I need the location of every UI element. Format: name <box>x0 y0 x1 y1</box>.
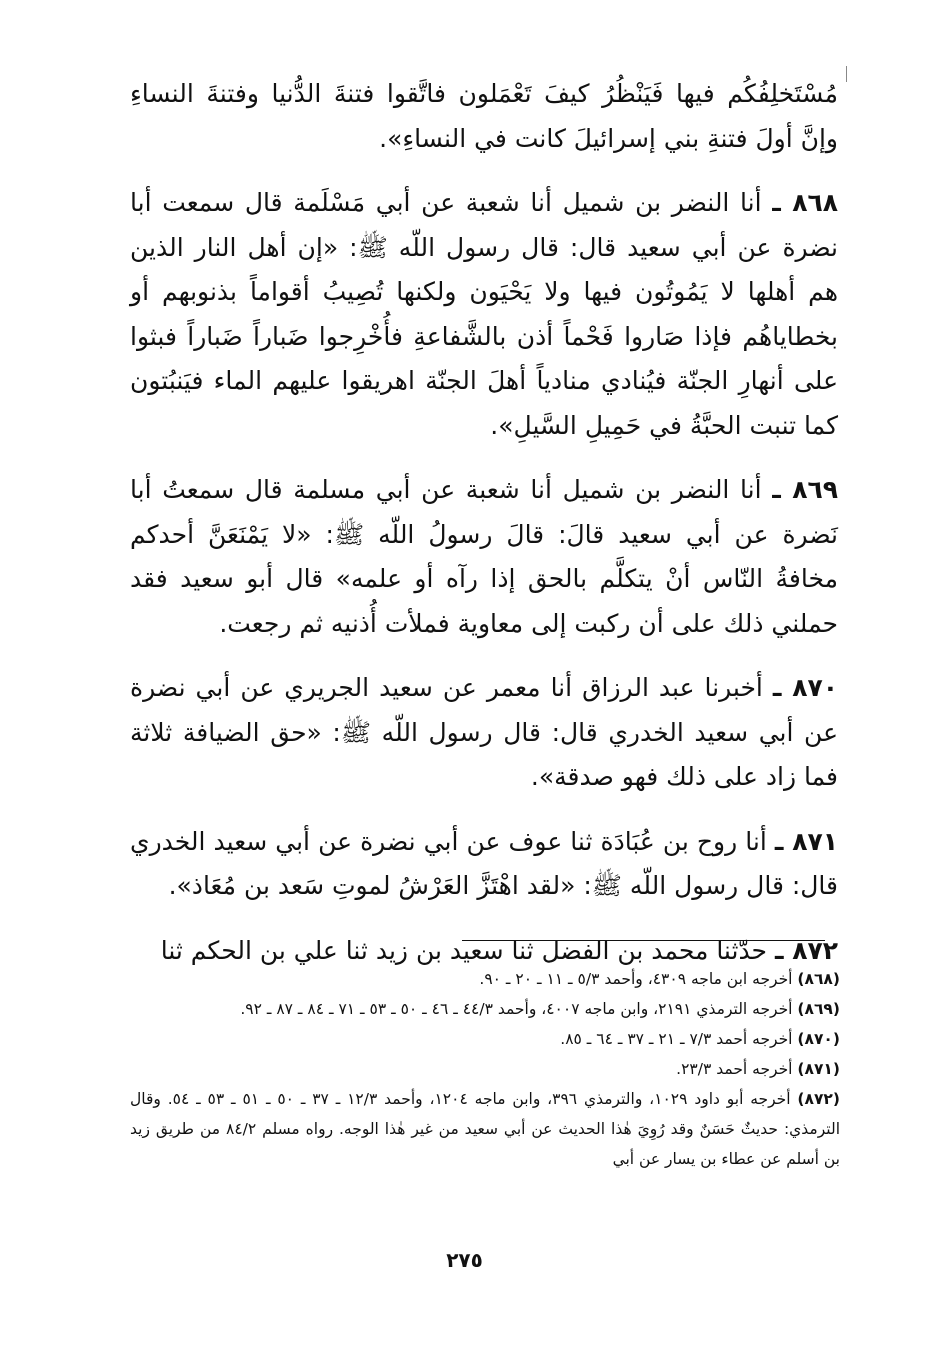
hadith-number: ٨٧١ ـ <box>774 826 839 856</box>
footnote-872 <box>130 1084 840 1174</box>
hadith-text: أنا روح بن عُبَادَة ثنا عوف عن أبي نضرة عن أبي سعيد الخدري قال: قال رسول اللّه ﷺ: «لقد اهْتَزَّ العَرْشُ لموتِ سَعد بن مُعَاذ». <box>130 826 838 900</box>
hadith-868 <box>130 181 838 448</box>
page-number: ٢٧٥ <box>446 1248 483 1272</box>
footnote-text: أخرجه ابن ماجه ٤٣٠٩، وأحمد ٥/٣ ـ ١١ ـ ٢٠ ـ ٩٠. <box>479 970 793 988</box>
margin-mark <box>846 66 847 82</box>
footnote-number: (٨٦٩) <box>797 1000 840 1018</box>
footnote-number: (٨٦٨) <box>797 970 840 988</box>
footnote-number: (٨٧٠) <box>797 1030 840 1048</box>
hadith-text: حدّثنا محمد بن الفضل ثنا سعيد بن زيد ثنا علي بن الحكم ثنا <box>160 935 768 965</box>
footnote-869 <box>130 994 840 1024</box>
footnote-text: أخرجه أبو داود ١٠٢٩، والترمذي ٣٩٦، وابن ماجه ١٢٠٤، وأحمد ١٢/٣ ـ ٣٧ ـ ٥٠ ـ ٥١ ـ ٥٣ ـ ٥٤. وقال الترمذي: حديثٌ حَسَنٌ وقد رُوِيَ هٰذا الحديث عن أبي سعيد من غير هٰذا الوجه. رواه مسلم ٨٤/٢ من طريق زيد بن أسلم عن عطاء بن يسار عن أبي <box>130 1090 840 1168</box>
footnote-870 <box>130 1024 840 1054</box>
paragraph-text: مُسْتَخلِفُكُم فيها فَيَنْظُرُ كيفَ تَعْمَلون فاتَّقوا فتنةَ الدُّنيا وفتنةَ النساءِ وإنَّ أولَ فتنةِ بني إسرائيلَ كانت في النساءِ». <box>130 79 838 153</box>
main-text <box>130 72 838 993</box>
footnote-text: أخرجه أحمد ٢٣/٣. <box>676 1060 793 1078</box>
footnote-text: أخرجه الترمذي ٢١٩١، وابن ماجه ٤٠٠٧، وأحمد ٤٤/٣ ـ ٤٦ ـ ٥٠ ـ ٥٣ ـ ٧١ ـ ٨٤ ـ ٨٧ ـ ٩٢. <box>240 1000 793 1018</box>
hadith-number: ٨٦٨ ـ <box>772 188 839 217</box>
hadith-number: ٨٧٠ ـ <box>772 673 839 702</box>
hadith-text: أنا النضر بن شميل أنا شعبة عن أبي مَسْلَمة قال سمعت أبا نضرة عن أبي سعيد قال: قال رسول اللّه ﷺ: «إن أهل النار الذين هم أهلها لا يَمُوتُون فيها ولا يَحْيَون ولكنها تُصِيبُ أقواماً بذنوبهم أو بخطاياهُم فإذا صَاروا فَحْماً أذن بالشَّفاعةِ فأُخْرِجوا ضَباراً ضَباراً فبثوا على أنهارِ الجنّة فيُنادي منادياً أهلَ الجنّة اهريقوا عليهم الماء فيَنبُتون كما تنبت الحبَّةُ في حَمِيلِ السَّيلِ». <box>130 188 838 440</box>
hadith-871 <box>130 820 838 909</box>
footnote-divider <box>462 940 825 941</box>
footnote-868 <box>130 964 840 994</box>
hadith-number: ٨٦٩ ـ <box>772 475 839 504</box>
footnote-871 <box>130 1054 840 1084</box>
hadith-text: أنا النضر بن شميل أنا شعبة عن أبي مسلمة قال سمعتُ أبا نَضرة عن أبي سعيد قالَ: قالَ رسولُ اللّه ﷺ: «لا يَمْنَعَنَّ أحدكم مخافةُ النّاس أنْ يتكلَّم بالحق إذا رآه أو علمه» قال أبو سعيد فقد حملني ذلك على أن ركبت إلى معاوية فملأت أُذنيه ثم رجعت. <box>130 475 838 638</box>
hadith-text: أخبرنا عبد الرزاق أنا معمر عن سعيد الجريري عن أبي نضرة عن أبي سعيد الخدري قال: قال رسول اللّه ﷺ: «حق الضيافة ثلاثة فما زاد على ذلك فهو صدقة». <box>130 673 838 791</box>
hadith-number: ٨٧٢ ـ <box>774 935 838 965</box>
footnotes <box>130 964 840 1174</box>
hadith-869 <box>130 468 838 646</box>
paragraph-continuation <box>130 72 838 161</box>
footnote-number: (٨٧١) <box>797 1060 840 1078</box>
footnote-number: (٨٧٢) <box>797 1090 840 1108</box>
footnote-text: أخرجه أحمد ٧/٣ ـ ٢١ ـ ٣٧ ـ ٦٤ ـ ٨٥. <box>560 1030 793 1048</box>
hadith-870 <box>130 666 838 800</box>
